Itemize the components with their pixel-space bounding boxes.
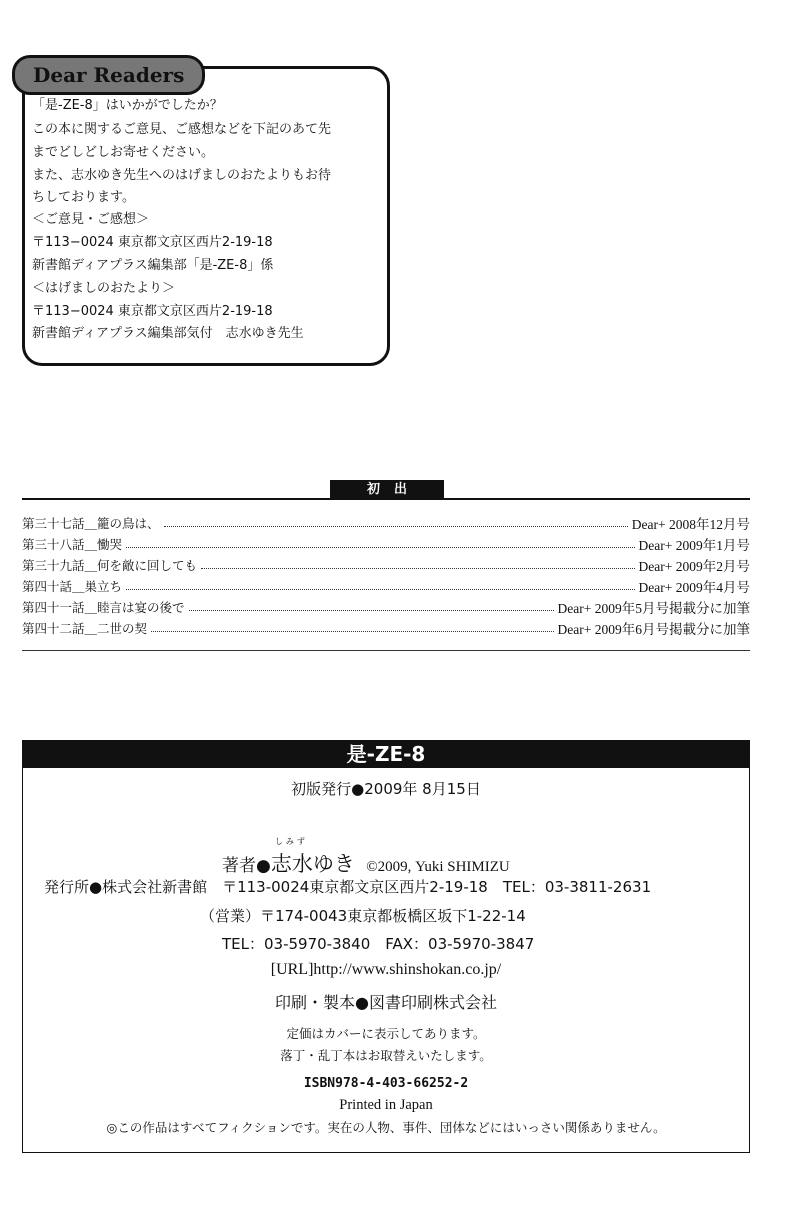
tel-fax-line: TEL：03-5970-3840 FAX：03-5970-3847 — [222, 935, 535, 953]
leader-dots — [126, 579, 635, 590]
chapter-row — [22, 576, 750, 596]
isbn: ISBN978-4-403-66252-2 — [303, 1076, 469, 1091]
leader-dots — [151, 621, 554, 632]
chapter-source: Dear+ 2009年2月号 — [638, 559, 750, 574]
first-edition-date: 初版発行●2009年 8月15日 — [291, 780, 481, 798]
author-name-wrap — [270, 837, 355, 878]
price-note: 定価はカバーに表示してあります。 — [286, 1026, 486, 1041]
chapter-title: 第四十話＿巣立ち — [22, 579, 123, 594]
chapter-title: 第三十七話＿籠の鳥は、 — [22, 516, 160, 531]
author-line — [222, 837, 510, 878]
chapter-row — [22, 597, 750, 617]
leader-dots — [201, 558, 635, 569]
defect-note: 落丁・乱丁本はお取替えいたします。 — [280, 1048, 492, 1063]
first-appearance-label: 初出 — [330, 480, 444, 499]
chapter-title: 第四十二話＿二世の契 — [22, 621, 148, 636]
chapter-source: Dear+ 2009年5月号掲載分に加筆 — [557, 601, 750, 616]
readers-line: 新書館ディアプラス編集部「是-ZE-8」係 — [32, 258, 274, 273]
readers-line: 新書館ディアプラス編集部気付 志水ゆき先生 — [32, 326, 304, 341]
readers-line: ちしております。 — [32, 190, 135, 205]
readers-line: また、志水ゆき先生へのはげましのおたよりもお待 — [32, 168, 332, 183]
readers-line: ＜ご意見・ご感想＞ — [32, 212, 150, 227]
chapter-title: 第四十一話＿睦言は宴の後で — [22, 600, 185, 615]
dear-readers-badge: Dear Readers — [12, 55, 205, 95]
sales-office-line: （営業）〒174-0043東京都板橋区坂下1-22-14 — [200, 907, 526, 925]
chapter-title: 第三十八話＿慟哭 — [22, 537, 123, 552]
printed-in-japan: Printed in Japan — [339, 1097, 433, 1113]
readers-line: この本に関するご意見、ご感想などを下記のあて先 — [32, 122, 332, 137]
first-appearance-bottom-rule — [22, 650, 750, 651]
chapter-row — [22, 618, 750, 638]
copyright: ©2009, Yuki SHIMIZU — [366, 859, 510, 875]
readers-line: 〒113−0024 東京都文京区西片2-19-18 — [32, 304, 273, 319]
publisher-line: 発行所●株式会社新書館 〒113-0024東京都文京区西片2-19-18 TEL：03-3811-2631 — [44, 878, 652, 896]
chapter-title: 第三十九話＿何を敵に回しても — [22, 558, 198, 573]
readers-line: 〒113−0024 東京都文京区西片2-19-18 — [32, 235, 273, 250]
printer-line: 印刷・製本●図書印刷株式会社 — [275, 993, 497, 1012]
leader-dots — [189, 600, 554, 611]
chapter-source: Dear+ 2009年4月号 — [638, 580, 750, 595]
author-ruby: しみず — [274, 837, 308, 846]
chapter-source: Dear+ 2009年6月号掲載分に加筆 — [557, 622, 750, 637]
readers-line: 「是-ZE-8」はいかがでしたか？ — [32, 98, 223, 113]
author-name: 志水ゆき — [270, 852, 355, 876]
readers-line: ＜はげましのおたより＞ — [32, 281, 176, 296]
chapter-row — [22, 555, 750, 575]
leader-dots — [126, 537, 635, 548]
leader-dots — [164, 516, 628, 527]
readers-line: までどしどしお寄せください。 — [32, 145, 215, 160]
publisher-url: [URL]http://www.shinshokan.co.jp/ — [270, 961, 502, 978]
fiction-disclaimer: ◎この作品はすべてフィクションです。実在の人物、事件、団体などにはいっさい関係ありません。 — [106, 1120, 666, 1135]
colophon-title: 是-ZE-8 — [22, 740, 750, 768]
author-label: 著者● — [222, 856, 271, 876]
chapter-row — [22, 534, 750, 554]
chapter-source: Dear+ 2008年12月号 — [631, 517, 750, 532]
chapter-source: Dear+ 2009年1月号 — [638, 538, 750, 553]
chapter-row — [22, 513, 750, 533]
